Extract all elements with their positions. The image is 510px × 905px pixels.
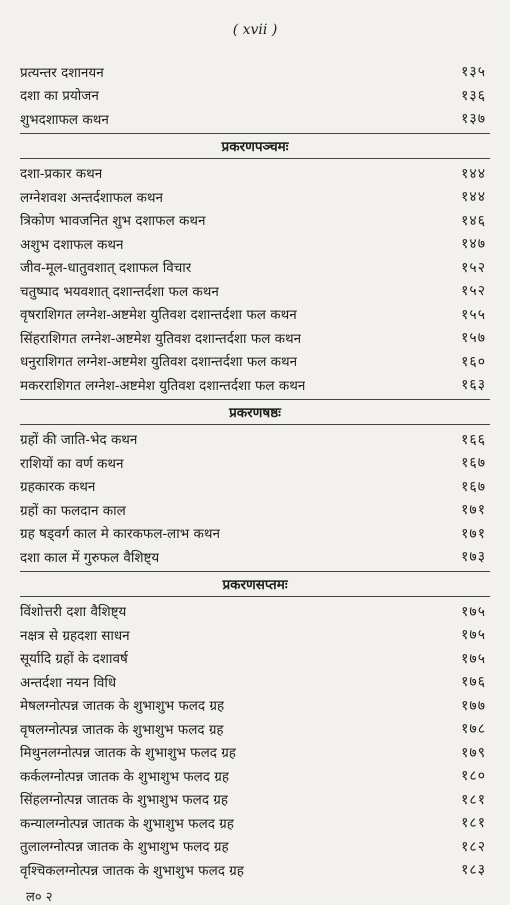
toc-entry-title: त्रिकोण भावजनित शुभ दशाफल कथन — [20, 213, 206, 230]
toc-entry — [20, 84, 490, 108]
section-heading: प्रकरणसप्तमः — [20, 571, 490, 597]
toc-entry — [20, 811, 490, 835]
toc-entry-title: ग्रह षड्वर्ग काल मे कारकफल-लाभ कथन — [20, 526, 220, 543]
toc-entry — [20, 788, 490, 812]
toc-entry — [20, 107, 490, 131]
toc-entry-title: अन्तर्दशा नयन विधि — [20, 674, 117, 691]
toc-entry-page: १७१ — [461, 502, 486, 519]
toc-entry — [20, 694, 490, 718]
toc-entry-title: जीव-मूल-धातुवशात् दशाफल विचार — [20, 260, 192, 277]
toc-entry-title: लग्नेशवश अन्तर्दशाफल कथन — [20, 189, 163, 206]
toc-entry — [20, 326, 490, 350]
toc-entry-title: ग्रहकारक कथन — [20, 479, 96, 496]
toc-entry-page: १४४ — [461, 189, 486, 206]
toc-entry-title: कर्कलग्नोत्पन्न जातक के शुभाशुभ फलद ग्रह — [20, 768, 230, 785]
toc-entry — [20, 373, 490, 397]
toc-entry-page: १३५ — [461, 64, 486, 81]
toc-entry-title: ग्रहों का फलदान काल — [20, 502, 126, 519]
toc-entry-title: वृश्चिकलग्नोत्पन्न जातक के शुभाशुभ फलद ग्रह — [20, 862, 244, 879]
toc-entry — [20, 209, 490, 233]
toc-entry — [20, 835, 490, 859]
toc-entry-title: तुलालग्नोत्पन्न जातक के शुभाशुभ फलद ग्रह — [20, 839, 229, 856]
toc-entry-title: सिंहराशिगत लग्नेश-अष्टमेश युतिवश दशान्तर्दशा फल कथन — [20, 330, 302, 347]
toc-entry-page: १४४ — [461, 165, 486, 182]
toc-entry-title: वृषलग्नोत्पन्न जातक के शुभाशुभ फलद ग्रह — [20, 721, 224, 738]
toc-entry — [20, 162, 490, 186]
footer-signature: ल० २ — [26, 890, 53, 905]
toc-entry-title: राशियों का वर्ण कथन — [20, 455, 124, 472]
toc-entry — [20, 279, 490, 303]
toc-entry-page: १६७ — [461, 455, 486, 472]
toc-entry-page: १५५ — [461, 306, 486, 323]
toc-entry-title: धनुराशिगत लग्नेश-अष्टमेश युतिवश दशान्तर्दशा फल कथन — [20, 354, 298, 371]
toc-entry-title: अशुभ दशाफल कथन — [20, 236, 124, 253]
toc-entry — [20, 428, 490, 452]
toc-entry — [20, 60, 490, 84]
toc-entry — [20, 185, 490, 209]
toc-entry-title: दशा का प्रयोजन — [20, 88, 99, 105]
toc-entry-page: १४६ — [461, 212, 486, 229]
toc-entry — [20, 647, 490, 671]
section-heading: प्रकरणषष्ठः — [20, 399, 490, 425]
toc-entry — [20, 741, 490, 765]
toc-entry-page: १५७ — [461, 330, 486, 347]
toc-entry — [20, 303, 490, 327]
toc-entry-page: १७९ — [461, 744, 486, 761]
toc-entry-page: १६७ — [461, 478, 486, 495]
toc-entry-page: १८२ — [461, 838, 486, 855]
toc-entry-title: प्रत्यन्तर दशानयन — [20, 64, 104, 81]
toc-entry — [20, 475, 490, 499]
toc-entry-title: सिंहलग्नोत्पन्न जातक के शुभाशुभ फलद ग्रह — [20, 792, 229, 809]
toc-entry-page: १७५ — [461, 603, 486, 620]
toc-entry-title: वृषराशिगत लग्नेश-अष्टमेश युतिवश दशान्तर्दशा फल कथन — [20, 307, 297, 324]
toc-entry — [20, 600, 490, 624]
toc-entry-page: १७३ — [461, 549, 486, 566]
toc-entry-page: १७५ — [461, 627, 486, 644]
toc-entry-page: १८१ — [461, 791, 486, 808]
toc-entry-page: १७७ — [461, 697, 486, 714]
toc-entry-page: १६३ — [461, 377, 486, 394]
section-heading: प्रकरणपञ्चमः — [20, 133, 490, 159]
toc-entry-title: मिथुनलग्नोत्पन्न जातक के शुभाशुभ फलद ग्रह — [20, 745, 236, 762]
toc-entry — [20, 858, 490, 882]
toc-entry-page: १७१ — [461, 525, 486, 542]
toc-entry-page: १४७ — [461, 236, 486, 253]
toc-entry-title: सूर्यादि ग्रहों के दशावर्ष — [20, 651, 128, 668]
toc-entry-page: १८३ — [461, 862, 486, 879]
toc-entry-page: १७६ — [461, 674, 486, 691]
toc-entry — [20, 232, 490, 256]
toc-entry — [20, 623, 490, 647]
toc-entry — [20, 670, 490, 694]
toc-entry-page: १८० — [461, 768, 486, 785]
toc-entry — [20, 764, 490, 788]
toc-entry-title: विंशोत्तरी दशा वैशिष्ट्य — [20, 604, 127, 621]
toc-entry-title: ग्रहों की जाति-भेद कथन — [20, 432, 138, 449]
toc-entry-title: नक्षत्र से ग्रहदशा साधन — [20, 627, 130, 644]
toc-entry-page: १७५ — [461, 650, 486, 667]
toc-entry — [20, 451, 490, 475]
toc-entry — [20, 256, 490, 280]
toc-entry — [20, 498, 490, 522]
toc-entry-page: १३६ — [461, 87, 486, 104]
toc-entry-title: दशा काल में गुरुफल वैशिष्ट्य — [20, 549, 160, 566]
toc-entry-title: कन्यालग्नोत्पन्न जातक के शुभाशुभ फलद ग्रह — [20, 815, 234, 832]
toc-entry-page: १६० — [461, 353, 486, 370]
toc-entry — [20, 522, 490, 546]
toc-entry-page: १५२ — [461, 283, 486, 300]
toc-entry — [20, 717, 490, 741]
table-of-contents — [20, 60, 490, 882]
page-number: ( xvii ) — [232, 22, 278, 38]
toc-entry-page: १३७ — [461, 111, 486, 128]
toc-entry-page: १६६ — [461, 431, 486, 448]
toc-entry-page: १५२ — [461, 259, 486, 276]
toc-entry-title: शुभदशाफल कथन — [20, 111, 109, 128]
toc-entry-page: १७८ — [461, 721, 486, 738]
toc-entry-title: दशा-प्रकार कथन — [20, 166, 103, 183]
toc-entry-title: मकरराशिगत लग्नेश-अष्टमेश युतिवश दशान्तर्दशा फल कथन — [20, 377, 306, 394]
toc-entry — [20, 350, 490, 374]
toc-entry — [20, 545, 490, 569]
toc-entry-page: १८१ — [461, 815, 486, 832]
toc-entry-title: चतुष्पाद भयवशात् दशान्तर्दशा फल कथन — [20, 283, 219, 300]
toc-entry-title: मेषलग्नोत्पन्न जातक के शुभाशुभ फलद ग्रह — [20, 698, 225, 715]
